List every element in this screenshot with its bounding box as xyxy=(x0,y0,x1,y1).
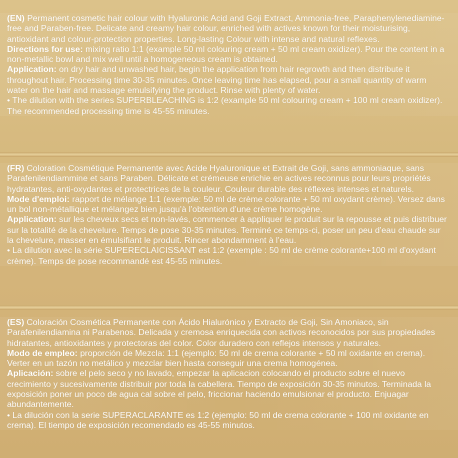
directions-text: mixing ratio 1:1 (example 50 ml colouring cream + 50 ml cream oxidizer). Pour the content in a non-metallic bowl and mix well until a homogeneous cream is obtained. xyxy=(7,43,445,65)
english-dilution: • The dilution with the series SUPERBLEACHING is 1:2 (example 50 ml colouring cream + 100 ml cream oxidizer). The recommended processing time is 45-55 minutes. xyxy=(7,95,443,116)
english-intro-text: Permanent cosmetic hair colour with Hyaluronic Acid and Goji Extract, Ammonia-free, Paraphenylenediamine-free and Paraben-free. Delicate and creamy hair colour, enriched with actives known for their moisturising, antioxidant and colour-protection properties. Long-lasting Colour with intense and natural reflexes. xyxy=(7,13,445,44)
spanish-dilucion: • La dilución con la serie SUPERACLARANTE es 1:2 (ejemplo: 50 ml de crema colorante + 100 ml oxidante en crema). El tiempo de exposición recomendado es 45-55 minutos. xyxy=(7,409,429,430)
modo-text: proporción de Mezcla: 1:1 (ejemplo: 50 ml de crema colorante + 50 ml oxidante en crema). Verter en un tazón no metálico y mezclar bien hasta conseguir una crema homogénea. xyxy=(7,347,426,369)
application-text-fr: sur les cheveux secs et non-lavés, commencer à appliquer le produit sur la repousse et puis distribuer sur la totalité de la chevelure. Temps de pose 30-35 minutes. Terminé ce temps-ci, poser un peu d'eau chaude sur la chevelure, masser en émulsifiant le produit. Rincer abondamment à l'eau. xyxy=(7,214,447,246)
modo-heading: Modo de empleo: xyxy=(7,347,78,358)
french-application xyxy=(7,214,448,245)
section-divider xyxy=(0,152,458,157)
directions-heading: Directions for use: xyxy=(7,43,83,54)
aplicacion-heading: Aplicación: xyxy=(7,368,54,379)
english-section xyxy=(0,13,458,116)
language-tag-en: (EN) xyxy=(7,13,25,23)
spanish-aplicacion xyxy=(7,368,448,409)
french-mode xyxy=(7,194,448,215)
english-intro xyxy=(7,13,448,44)
english-application xyxy=(7,64,448,95)
english-directions xyxy=(7,44,448,65)
french-section xyxy=(0,163,458,266)
mode-text: rapport de mélange 1:1 (exemple: 50 ml de crème colorante + 50 ml oxydant crème). Versez dans un bol non-métallique et mélangez bien jusqu'à l'obtention d'une crème homogène. xyxy=(7,193,445,215)
language-tag-es: (ES) xyxy=(7,317,25,327)
language-tag-fr: (FR) xyxy=(7,163,25,173)
application-heading-fr: Application: xyxy=(7,214,57,225)
spanish-intro xyxy=(7,317,448,348)
aplicacion-text: sobre el pelo seco y no lavado, empezar la aplicacion colocando el producto sobre el nuevo crecimiento y sucesivamente distribuir por toda la cabellera. Tiempo de exposición 30-35 minutos. Terminada la exposición poner un poco de agua cal sobre el pelo, friccionar haciendo emulsionar el producto. Enjuagar abundantemente. xyxy=(7,368,432,410)
application-heading-en: Application: xyxy=(7,64,57,75)
spanish-section xyxy=(0,317,458,430)
spanish-intro-text: Coloración Cosmética Permanente con Ácido Hialurónico y Extracto de Goji, Sin Amoniaco, sin Parafenilendiamina ni Parabenos. Delicada y cremosa enriquecida con activos reconocidos por sus propiedades hidratantes, antioxidantes y protectoras del color. Color duradero con reflejos intensos y naturales. xyxy=(7,317,436,348)
french-intro-text: Coloration Cosmétique Permanente avec Acide Hyaluronique et Extrait de Goji, sans ammoniaque, sans Parafenilendiammine et sans Paraben. Délicate et crémeuse enrichie en actives reconnus pour leurs propriétés hydratantes, anti-oxydantes et protectrices de la couleur. Couleur durable des réflexes intenses et naturels. xyxy=(7,163,431,194)
section-divider xyxy=(0,305,458,310)
french-intro xyxy=(7,163,448,194)
application-text-en: on dry hair and unwashed hair, begin the application from hair regrowth and then distribute it throughout hair. Processing time 30-35 minutes. Once leaving time has elapsed, pour a small quantity of warm water on the hair and massage emulsifying the product. Rinse with plenty of water. xyxy=(7,64,427,96)
mode-heading: Mode d'emploi: xyxy=(7,193,70,204)
spanish-modo xyxy=(7,348,448,369)
french-dilution: • La dilution avec la série SUPERECLAICISSANT est 1:2 (exemple : 50 ml de crème colorante+100 ml d'oxydant crème). Temps de pose recommandé est 45-55 minutes. xyxy=(7,245,436,266)
